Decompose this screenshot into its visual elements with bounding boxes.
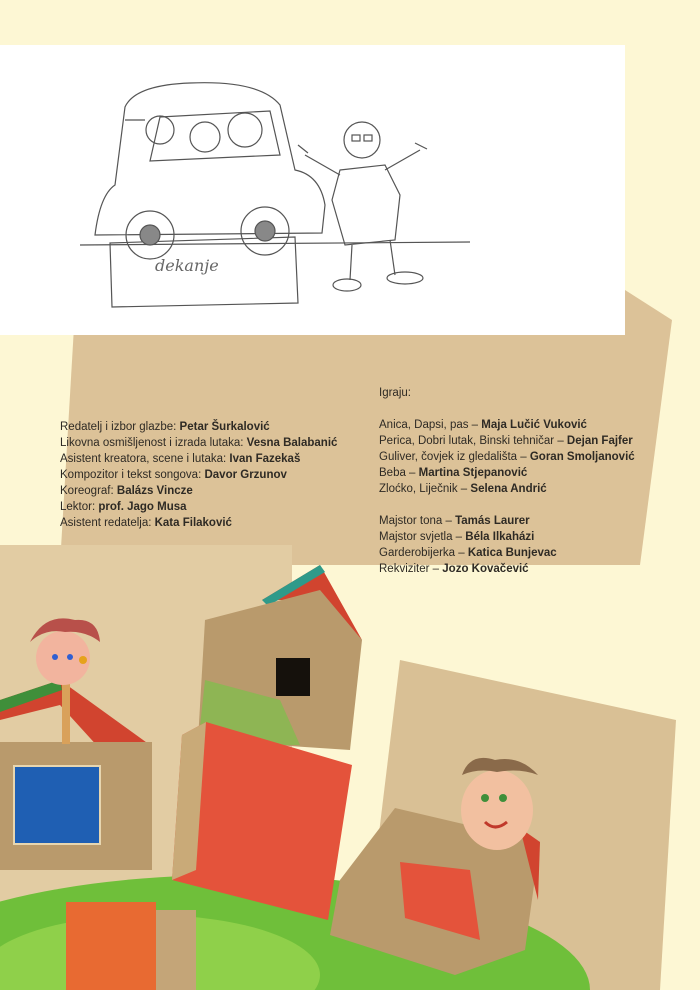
bottom-box xyxy=(66,902,156,990)
cast-line: Anica, Dapsi, pas – Maja Lučić Vuković xyxy=(379,419,587,431)
left-house-window xyxy=(14,766,100,844)
cast-line: Beba – Martina Stjepanović xyxy=(379,467,528,479)
cast-line: Zloćko, Liječnik – Selena Andrić xyxy=(379,483,547,495)
crew-line: Garderobijerka – Katica Bunjevac xyxy=(379,547,557,559)
credit-line: Asistent redatelja: Kata Filaković xyxy=(60,517,232,529)
credit-line: Kompozitor i tekst songova: Davor Grzunov xyxy=(60,469,287,481)
sketch-car-doctor-icon xyxy=(0,45,625,335)
top-house-window xyxy=(276,658,310,696)
crew-line: Majstor svjetla – Béla Ilkaházi xyxy=(379,531,535,543)
cast-line: Guliver, čovjek iz gledališta – Goran Smoljanović xyxy=(379,451,635,463)
credit-line: Redatelj i izbor glazbe: Petar Šurkalović xyxy=(60,421,270,433)
crew-line: Majstor tona – Tamás Laurer xyxy=(379,515,530,527)
credit-line: Asistent kreatora, scene i lutaka: Ivan Fazekaš xyxy=(60,453,301,465)
cast-column xyxy=(379,385,635,577)
cast-line: Perica, Dobri lutak, Binski tehničar – Dejan Fajfer xyxy=(379,435,633,447)
cast-heading: Igraju: xyxy=(379,387,411,399)
sketch-card xyxy=(0,45,625,335)
sketch-handwriting: dekanje xyxy=(155,256,219,275)
puppet-stick xyxy=(62,680,70,744)
credit-line: Koreograf: Balázs Vincze xyxy=(60,485,193,497)
credit-line: Likovna osmišljenost i izrada lutaka: Vesna Balabanić xyxy=(60,437,338,449)
credits-left xyxy=(60,419,337,531)
right-puppet-head xyxy=(461,770,533,850)
crew-line: Rekviziter – Jozo Kovačević xyxy=(379,563,529,575)
credit-line: Lektor: prof. Jago Musa xyxy=(60,501,187,513)
